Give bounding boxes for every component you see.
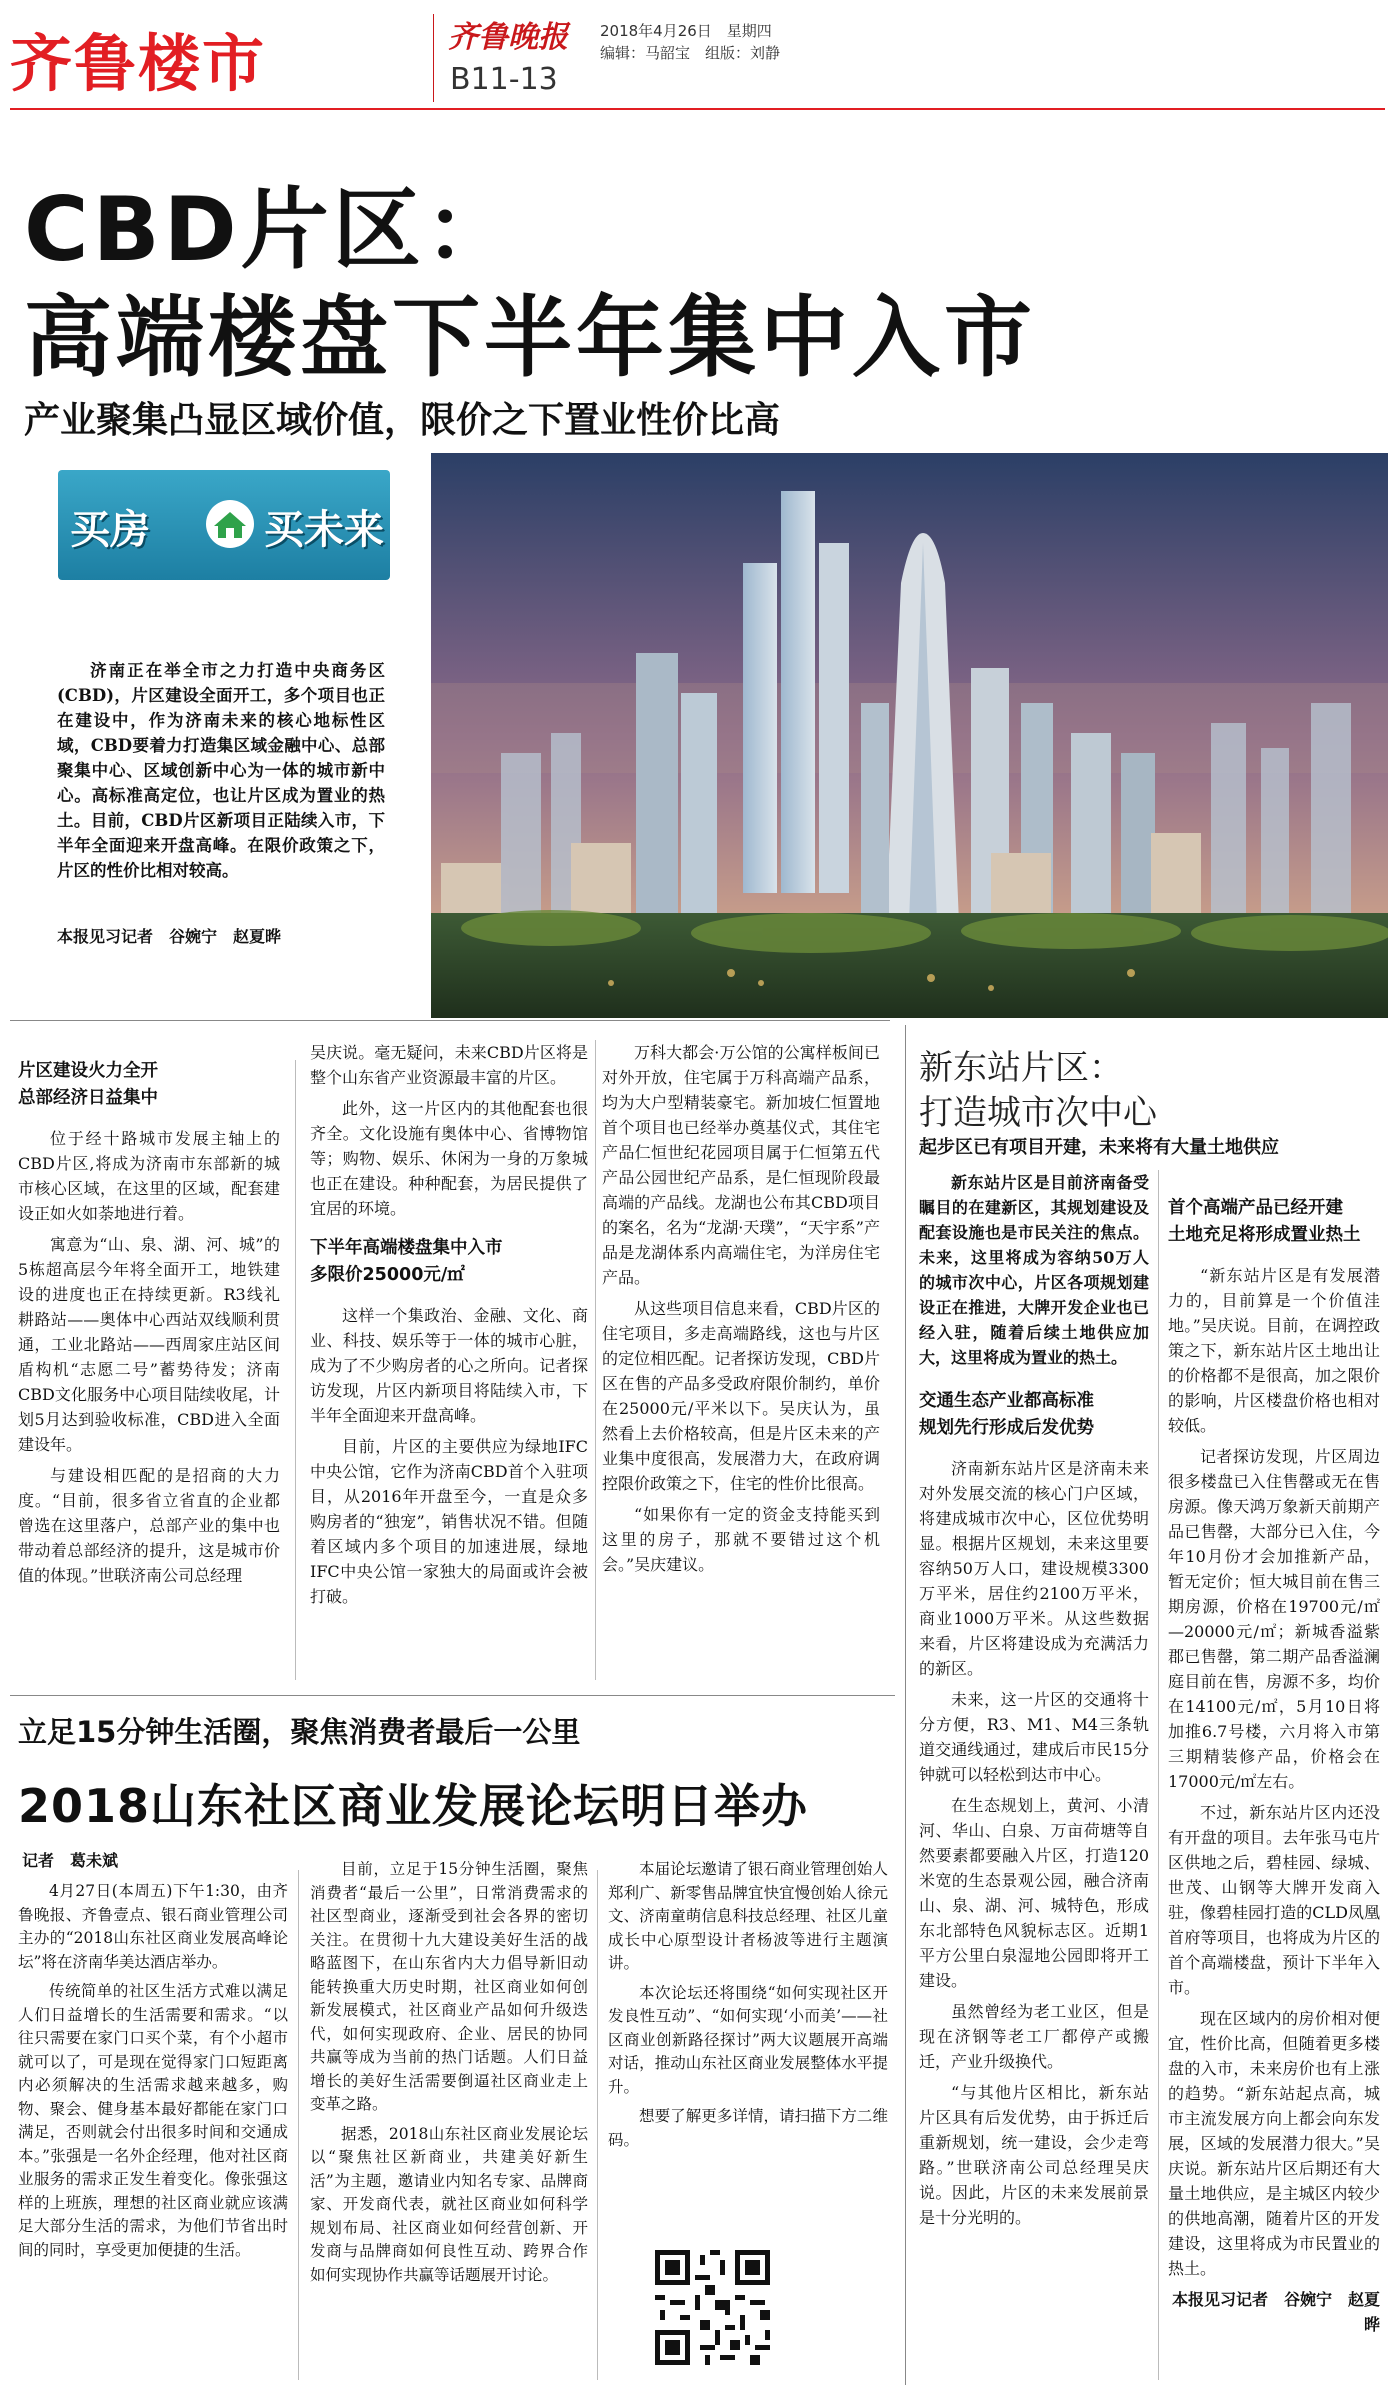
masthead-divider xyxy=(433,14,434,102)
east-station-subtitle: 起步区已有项目开建，未来将有大量土地供应 xyxy=(919,1137,1279,1158)
forum-kicker: 立足15分钟生活圈，聚焦消费者最后一公里 xyxy=(18,1715,581,1749)
east-station-column-2 xyxy=(1168,1195,1380,2343)
east-station-column-1 xyxy=(919,1170,1149,2236)
paragraph: 目前，立足于15分钟生活圈，聚焦消费者“最后一公里”，日常消费需求的社区型商业，逐渐受到社会各界的密切关注。在贯彻十九大建设美好生活的战略蓝图下，在山东省内大力倡导新旧动能转换重大历史时期，社区商业如何创新发展模式，社区商业产品如何升级迭代，如何实现政府、企业、居民的协同共赢等成为当前的热门话题。人们日益增长的美好生活需要倒逼社区商业走上变革之路。 xyxy=(310,1860,588,2113)
paragraph: “如果你有一定的资金支持能买到这里的房子，那就不要错过这个机会。”吴庆建议。 xyxy=(602,1505,880,1574)
east-station-byline: 本报见习记者 谷婉宁 赵夏晔 xyxy=(1171,2290,1380,2334)
lead-headline-line2: 高端楼盘下半年集中入市 xyxy=(24,286,1037,389)
forum-rule xyxy=(10,1695,895,1696)
section-title: 齐鲁楼市 xyxy=(10,27,267,100)
column-divider-right xyxy=(905,1025,906,2385)
column-divider xyxy=(597,1870,598,2380)
house-logo-icon xyxy=(206,500,254,548)
paragraph: 济南新东站片区是济南未来对外发展交流的核心门户区域，将建成城市次中心，区位优势明显。根据片区规划，未来这里要容纳50万人口，建设规模3300万平米，居住约2100万平米，商业1000万平米。从这些数据来看，片区将建设成为充满活力的新区。 xyxy=(919,1459,1149,1678)
paragraph: 此外，这一片区内的其他配套也很齐全。文化设施有奥体中心、省博物馆等；购物、娱乐、休闲为一身的万象城也正在建设。种种配套，为居民提供了宜居的环境。 xyxy=(310,1099,588,1218)
cbd-subheading-1: 片区建设火力全开 总部经济日益集中 xyxy=(18,1061,158,1108)
forum-title: 2018山东社区商业发展论坛明日举办 xyxy=(18,1779,809,1833)
column-divider xyxy=(595,1040,596,1680)
paragraph: 在生态规划上，黄河、小清河、华山、白泉、万亩荷塘等自然要素都要融入片区，打造120米宽的生态景观公园，融合济南山、泉、湖、河、城特色，形成东北部特色风貌标志区。近期1平方公里白泉湿地公园即将开工建设。 xyxy=(919,1796,1149,1990)
lead-subheadline: 产业聚集凸显区域价值，限价之下置业性价比高 xyxy=(24,400,781,441)
paragraph: “新东站片区是有发展潜力的，目前算是一个价值洼地。”吴庆说。目前，在调控政策之下，新东站片区土地出让的价格都不是很高，加之限价的影响，片区楼盘价格也相对较低。 xyxy=(1168,1266,1380,1435)
paragraph: 据悉，2018山东社区商业发展论坛以“聚焦社区新商业，共建美好新生活”为主题，邀请业内知名专家、品牌商家、开发商代表，就社区商业如何科学规划布局、社区商业如何经营创新、开发商与品牌商如何良性互动、跨界合作如何实现协作共赢等话题展开讨论。 xyxy=(310,2124,588,2284)
section-rule xyxy=(10,1020,890,1021)
cbd-column-1 xyxy=(18,1058,280,1594)
paragraph: 位于经十路城市发展主轴上的CBD片区,将成为济南市东部新的城市核心区域，在这里的区域，配套建设正如火如荼地进行着。 xyxy=(18,1129,280,1223)
column-divider xyxy=(1158,1170,1159,2380)
east-station-title-line1: 新东站片区： xyxy=(919,1048,1123,1088)
paragraph: 与建设相匹配的是招商的大力度。“目前，很多省立省直的企业都曾选在这里落户，总部产业的集中也带动着总部经济的提升，这是城市价值的体现。”世联济南公司总经理 xyxy=(18,1466,280,1585)
paragraph: 4月27日(本周五)下午1:30，由齐鲁晚报、齐鲁壹点、银石商业管理公司主办的“2018山东社区商业发展高峰论坛”将在济南华美达酒店举办。 xyxy=(18,1882,288,1971)
logo-text-left: 买房 xyxy=(70,507,150,553)
paragraph: 不过，新东站片区内还没有开盘的项目。去年张马屯片区供地之后，碧桂园、绿城、世茂、山钢等大牌开发商入驻，像碧桂园打造的CLD凤凰首府等项目，也将成为片区的首个高端楼盘，预计下半年入市。 xyxy=(1168,1803,1380,1997)
page-number: B11-13 xyxy=(450,62,558,97)
forum-column-3 xyxy=(608,1858,888,2158)
paragraph: 未来，这一片区的交通将十分方便，R3、M1、M4三条轨道交通线通过，建成后市民15分钟就可以轻松到达市中心。 xyxy=(919,1690,1149,1784)
buy-house-logo xyxy=(58,470,390,580)
lead-headline-line1: CBD片区： xyxy=(24,178,517,281)
column-divider xyxy=(295,1060,296,1680)
cbd-skyline-photo xyxy=(431,453,1388,1018)
lead-byline: 本报见习记者 谷婉宁 赵夏晔 xyxy=(57,927,282,946)
paragraph: 寓意为“山、泉、湖、河、城”的5栋超高层今年将全面开工，地铁建设的进度也正在持续更新。R3线礼耕路站——奥体中心西站双线顺利贯通，工业北路站——西周家庄站区间盾构机“志愿二号”蓄势待发；济南CBD文化服务中心项目陆续收尾，计划5月达到验收标准，CBD进入全面建设年。 xyxy=(18,1235,280,1454)
forum-column-1 xyxy=(18,1880,288,2268)
paragraph: 本届论坛邀请了银石商业管理创始人郑利广、新零售品牌宜快宜慢创始人徐元文、济南童萌信息科技总经理、社区儿童成长中心原型设计者杨波等进行主题演讲。 xyxy=(608,1860,888,1972)
paragraph: 万科大都会·万公馆的公寓样板间已对外开放，住宅属于万科高端产品系，均为大户型精装豪宅。新加坡仁恒置地首个项目也已经举办奠基仪式，其住宅产品仁恒世纪花园项目属于仁恒第五代产品公园世纪产品系，是仁恒现阶段最高端的产品线。龙湖也公布其CBD项目的案名，名为“龙湖·天璞”，“天宇系”产品是龙湖体系内高端住宅，为洋房住宅产品。 xyxy=(602,1043,880,1287)
paragraph: 虽然曾经为老工业区，但是现在济钢等老工厂都停产或搬迁，产业升级换代。 xyxy=(919,2002,1149,2071)
editor-line: 编辑：马韶宝 组版：刘静 xyxy=(600,44,781,62)
cbd-column-2 xyxy=(310,1040,588,1615)
paragraph: 记者探访发现，片区周边很多楼盘已入住售罄或无在售房源。像天鸿万象新天前期产品已售罄，大部分已入住，今年10月份才会加推新产品，暂无定价；恒大城目前在售三期房源，价格在19700元/㎡—20000元/㎡；新城香溢紫郡已售罄，第二期产品香溢澜庭目前在售，房源不多，均价在14100元/㎡，5月10日将加推6.7号楼，六月将入市第三期精装修产品，价格会在17000元/㎡左右。 xyxy=(1168,1447,1380,1791)
masthead-rule xyxy=(10,108,1385,110)
logo-text-right: 买未来 xyxy=(264,507,384,553)
paragraph: 现在区域内的房价相对便宜，性价比高，但随着更多楼盘的入市，未来房价也有上涨的趋势。“新东站起点高，城市主流发展方向上都会向东发展，区域的发展潜力很大。”吴庆说。新东站片区后期还有大量土地供应，是主城区内较少的供地高潮，随着片区的开发建设，这里将成为市民置业的热土。 xyxy=(1168,2009,1380,2278)
paragraph: 想要了解更多详情，请扫描下方二维码。 xyxy=(608,2107,888,2149)
paragraph: 吴庆说。毫无疑问，未来CBD片区将是整个山东省产业资源最丰富的片区。 xyxy=(310,1043,588,1087)
paragraph: 本次论坛还将围绕“如何实现社区开发良性互动”、“如何实现‘小而美’——社区商业创新路径探讨”两大议题展开高端对话，推动山东社区商业发展整体水平提升。 xyxy=(608,1983,888,2096)
newspaper-name: 齐鲁晚报 xyxy=(448,20,568,55)
paragraph: “与其他片区相比，新东站片区具有后发优势，由于拆迁后重新规划，统一建设，会少走弯路。”世联济南公司总经理吴庆说。因此，片区的未来发展前景是十分光明的。 xyxy=(919,2083,1149,2227)
east-station-subheading-1: 交通生态产业都高标准 规划先行形成后发优势 xyxy=(919,1391,1094,1438)
east-station-title-line2: 打造城市次中心 xyxy=(919,1093,1157,1133)
cbd-subheading-2: 下半年高端楼盘集中入市 多限价25000元/㎡ xyxy=(310,1238,503,1285)
lead-intro xyxy=(57,658,385,889)
column-divider xyxy=(298,1870,299,2380)
qr-code-icon[interactable] xyxy=(650,2245,775,2370)
lead-intro-text: 济南正在举全市之力打造中央商务区(CBD)，片区建设全面开工，多个项目也正在建设中，作为济南未来的核心地标性区域，CBD要着力打造集区域金融中心、总部聚集中心、区域创新中心为一体的城市新中心。高标准高定位，也让片区成为置业的热土。目前，CBD片区新项目正陆续入市，下半年全面迎来开盘高峰。在限价政策之下，片区的性价比相对较高。 xyxy=(57,661,385,880)
date-line: 2018年4月26日 星期四 xyxy=(600,22,772,40)
paragraph: 传统简单的社区生活方式难以满足人们日益增长的生活需要和需求。“以往只需要在家门口买个菜，有个小超市就可以了，可是现在觉得家门口短距离内必须解决的生活需求越来越多，购物、聚会、健身基本最好都能在家门口满足，否则就会付出很多时间和交通成本。”张强是一名外企经理，他对社区商业服务的需求正发生着变化。像张强这样的上班族，理想的社区商业就应该满足大部分生活的需求，为他们节省出时间的同时，享受更加便捷的生活。 xyxy=(18,1982,288,2259)
east-station-lead: 新东站片区是目前济南备受瞩目的在建新区，其规划建设及配套设施也是市民关注的焦点。未来，这里将成为容纳50万人的城市次中心，片区各项规划建设正在推进，大牌开发企业也已经入驻，随着后续土地供应加大，这里将成为置业的热土。 xyxy=(919,1173,1149,1367)
paragraph: 目前，片区的主要供应为绿地IFC中央公馆，它作为济南CBD首个入驻项目，从2016年开盘至今，一直是众多购房者的“独宠”，销售状况不错。但随着区域内多个项目的加速进展，绿地IFC中央公馆一家独大的局面或许会被打破。 xyxy=(310,1437,588,1606)
cbd-column-3 xyxy=(602,1040,880,1583)
paragraph: 这样一个集政治、金融、文化、商业、科技、娱乐等于一体的城市心脏，成为了不少购房者的心之所向。记者探访发现，片区内新项目将陆续入市，下半年全面迎来开盘高峰。 xyxy=(310,1306,588,1425)
forum-byline: 记者 葛未斌 xyxy=(22,1851,119,1870)
paragraph: 从这些项目信息来看，CBD片区的住宅项目，多走高端路线，这也与片区的定位相匹配。记者探访发现，CBD片区在售的产品多受政府限价制约，单价在25000元/平米以下。吴庆认为，虽然看上去价格较高，但是片区未来的产业集中度很高，发展潜力大，在政府调控限价政策之下，住宅的性价比很高。 xyxy=(602,1299,880,1493)
forum-column-2 xyxy=(310,1858,588,2293)
east-station-subheading-2: 首个高端产品已经开建 土地充足将形成置业热土 xyxy=(1168,1198,1361,1245)
